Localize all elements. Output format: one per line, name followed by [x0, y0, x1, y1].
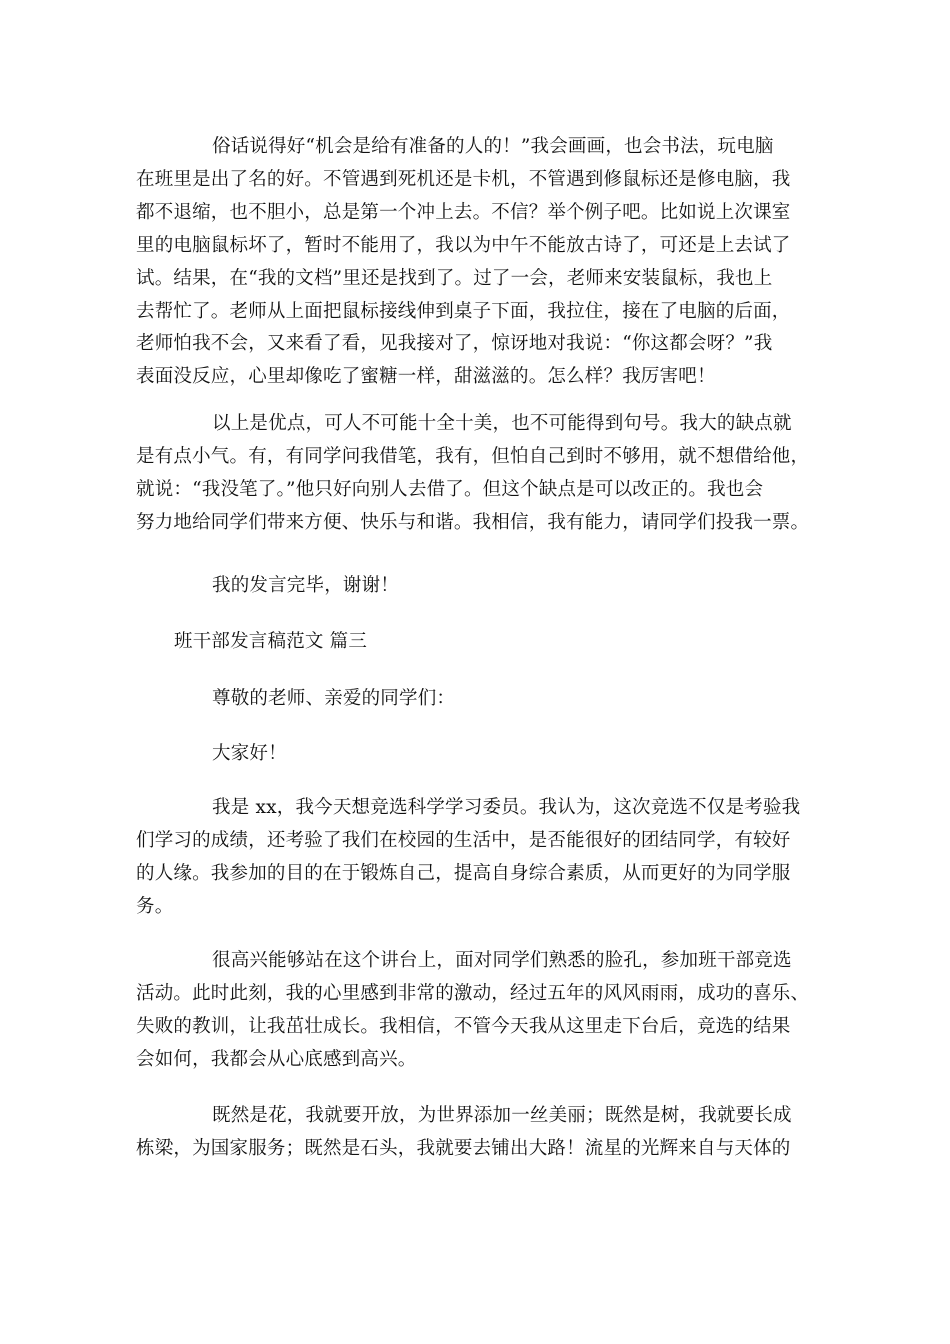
text-line: 大家好！ — [212, 743, 287, 764]
text-line: 就说：“我没笔了。”他只好向别人去借了。但这个缺点是可以改正的。我也会 — [136, 478, 764, 500]
text-line: 失败的教训，让我茁壮成长。我相信，不管今天我从这里走下台后，竞选的结果 — [136, 1015, 791, 1037]
text-line: 很高兴能够站在这个讲台上，面对同学们熟悉的脸孔，参加班干部竞选 — [212, 950, 792, 971]
paragraph-introduction — [136, 792, 816, 924]
text-line: 既然是花，我就要开放，为世界添加一丝美丽；既然是树，我就要长成 — [212, 1105, 792, 1126]
text-line: 在班里是出了名的好。不管遇到死机还是卡机，不管遇到修鼠标还是修电脑，我 — [136, 168, 791, 190]
text-line: 们学习的成绩，还考验了我们在校园的生活中，是否能很好的团结同学，有较好 — [136, 829, 791, 851]
text-line: 活动。此时此刻，我的心里感到非常的激动，经过五年的风风雨雨，成功的喜乐、 — [136, 982, 810, 1004]
text-line: 去帮忙了。老师从上面把鼠标接线伸到桌子下面，我拉住，接在了电脑的后面， — [136, 300, 791, 322]
text-line: 是有点小气。有，有同学问我借笔，我有，但怕自己到时不够用，就不想借给他， — [136, 445, 810, 467]
text-line: 努力地给同学们带来方便、快乐与和谐。我相信，我有能力，请同学们投我一票。 — [136, 511, 810, 533]
text-line: 里的电脑鼠标坏了，暂时不能用了，我以为中午不能放古诗了，可还是上去试了 — [136, 234, 791, 256]
paragraph-closing — [136, 570, 816, 603]
text-line: 我是 xx，我今天想竞选科学学习委员。我认为，这次竞选不仅是考验我 — [212, 797, 801, 818]
paragraph-weakness — [136, 408, 816, 540]
text-line: 都不退缩，也不胆小，总是第一个冲上去。不信？举个例子吧。比如说上次课室 — [136, 201, 791, 223]
text-line: 会如何，我都会从心底感到高兴。 — [136, 1048, 417, 1070]
paragraph-greeting — [136, 738, 816, 771]
text-line: 表面没反应，心里却像吃了蜜糖一样，甜滋滋的。怎么样？我厉害吧！ — [136, 366, 716, 388]
text-line: 以上是优点，可人不可能十全十美，也不可能得到句号。我大的缺点就 — [212, 413, 792, 434]
text-line: 俗话说得好“机会是给有准备的人的！”我会画画，也会书法，玩电脑 — [212, 136, 774, 157]
paragraph-salutation — [136, 683, 816, 716]
text-line: 试。结果，在“我的文档”里还是找到了。过了一会，老师来安装鼠标，我也上 — [136, 267, 773, 289]
text-line: 栋梁，为国家服务；既然是石头，我就要去铺出大路！流星的光辉来自与天体的 — [136, 1137, 791, 1159]
paragraph-strengths — [136, 131, 816, 394]
text-line: 的人缘。我参加的目的在于锻炼自己，提高自身综合素质，从而更好的为同学服 — [136, 862, 791, 884]
section-heading — [136, 626, 816, 659]
paragraph-feelings — [136, 945, 816, 1077]
text-line: 我的发言完毕，谢谢！ — [212, 575, 400, 596]
text-line: 务。 — [136, 895, 174, 917]
text-line: 尊敬的老师、亲爱的同学们： — [212, 688, 456, 709]
section-title: 班干部发言稿范文 篇三 — [174, 631, 368, 652]
paragraph-aspiration — [136, 1100, 816, 1166]
text-line: 老师怕我不会，又来看了看，见我接对了，惊讶地对我说：“你这都会呀？”我 — [136, 333, 773, 355]
